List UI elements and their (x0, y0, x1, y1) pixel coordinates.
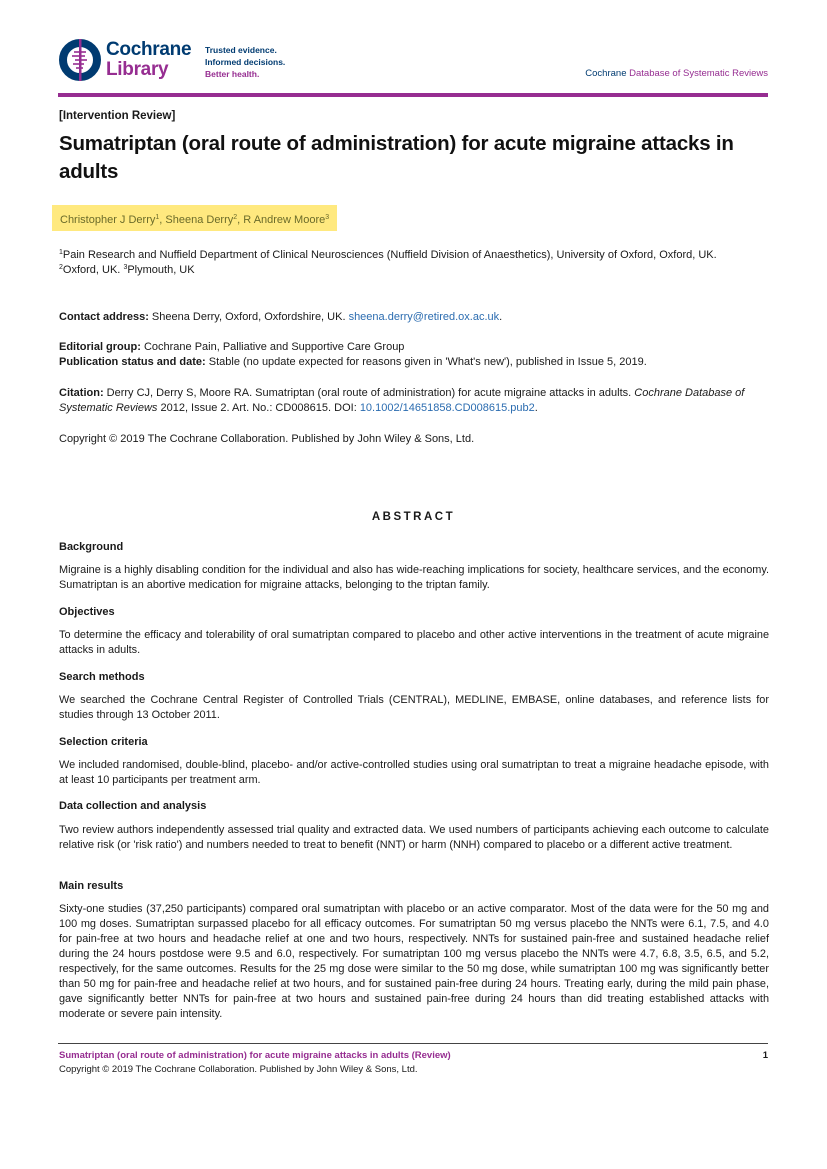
author-affiliation-mark: 2 (233, 214, 238, 221)
section-text-objectives: To determine the efficacy and tolerability of oral sumatriptan compared to placebo and other active interventions in the treatment of acute migraine attacks in adults. (59, 629, 769, 656)
citation-label: Citation: (59, 387, 104, 399)
editorial-text: Cochrane Pain, Palliative and Supportive Care Group (140, 341, 405, 353)
tagline (205, 44, 285, 80)
affiliations (59, 248, 774, 278)
section-heading-search-methods: Search methods (59, 671, 145, 683)
section-heading-background: Background (59, 541, 124, 553)
author-name[interactable]: Christopher J Derry (60, 214, 156, 226)
abstract-heading: ABSTRACT (371, 511, 456, 523)
tagline-line-3: Better health. (205, 69, 260, 79)
section-text-background: Migraine is a highly disabling condition for the individual and also has wide-reaching implications for society, healthcare services, and the economy. Sumatriptan is an abortive medication for migraine attacks, belonging to the triptan family. (59, 564, 769, 591)
review-type: [Intervention Review] (59, 110, 176, 122)
header-divider (58, 93, 768, 97)
footer-copyright: Copyright © 2019 The Cochrane Collaboration. Published by John Wiley & Sons, Ltd. (59, 1064, 418, 1075)
affiliation-1: Pain Research and Nuffield Department of Clinical Neurosciences (Nuffield Division of Anaesthetics), University of Oxford, Oxford, UK. (62, 249, 717, 261)
citation-end: . (534, 402, 538, 414)
contact-email-link[interactable]: sheena.derry@retired.ox.ac.uk (348, 311, 500, 323)
affiliation-3: Plymouth, UK (127, 264, 195, 276)
page-title: Sumatriptan (oral route of administration) for acute migraine attacks in adults (59, 132, 734, 183)
author-separator: , (237, 214, 244, 226)
section-text-main-results: Sixty-one studies (37,250 participants) compared oral sumatriptan with placebo or an active comparator. Most of the data were for the 50 mg and 100 mg doses. Sumatriptan surpassed placebo for all efficacy outcomes. For sumatriptan 50 mg versus placebo the NNTs were 6.1, 7.5, and 4.0 for pain-free at two hours and headache relief at one and two hours, respectively. NNTs for sustained pain-free and sustained headache relief during the 24 hours postdose were 9.5 and 6.0, respectively. For sumatriptan 100 mg versus placebo the NNTs were 4.7, 6.8, 3.5, 6.5, and 5.2, respectively, for the same outcomes. Results for the 25 mg dose were similar to the 50 mg dose, while sumatriptan 100 mg was significantly better than 50 mg for pain-free and headache relief at two hours, and for sustained pain-free during 24 hours. Treating early, during the mild pain phase, gave significantly better NNTs for pain-free at two hours and sustained pain-free during 24 hours than did treating established attacks with moderate or severe pain intensity. (59, 903, 769, 1020)
brand-line-1: Cochrane (106, 39, 192, 60)
publication-label: Publication status and date: (59, 356, 206, 368)
doi-link[interactable]: 10.1002/14651858.CD008615.pub2 (359, 402, 535, 414)
brand-line-2: Library (106, 59, 169, 80)
database-label-first: Cochrane (585, 68, 627, 79)
section-heading-main-results: Main results (59, 880, 124, 892)
contact-text: Sheena Derry, Oxford, Oxfordshire, UK. (148, 311, 349, 323)
brand-name (106, 40, 191, 80)
author-separator: , (159, 214, 166, 226)
tagline-line-2: Informed decisions. (205, 57, 286, 67)
cochrane-logo-icon (58, 38, 102, 82)
author-affiliation-mark: 1 (155, 214, 160, 221)
author-affiliation-mark: 3 (325, 214, 330, 221)
contact-address (59, 310, 771, 325)
page-number: 1 (762, 1050, 768, 1061)
footer-title: Sumatriptan (oral route of administration) for acute migraine attacks in adults (Review) (59, 1050, 451, 1061)
author-name[interactable]: R Andrew Moore (243, 214, 326, 226)
contact-end: . (499, 311, 503, 323)
author-list (52, 205, 337, 231)
section-text-search-methods: We searched the Cochrane Central Register of Controlled Trials (CENTRAL), MEDLINE, EMBASE, online databases, and reference lists for studies through 13 October 2011. (59, 694, 769, 721)
citation (59, 386, 771, 416)
publication-status (59, 355, 771, 370)
section-text-selection-criteria: We included randomised, double-blind, placebo- and/or active-controlled studies using oral sumatriptan to treat a migraine headache episode, with at least 10 participants per treatment arm. (59, 759, 769, 786)
section-text-data-collection: Two review authors independently assessed trial quality and extracted data. We used numbers of participants achieving each outcome to calculate relative risk (or 'risk ratio') and numbers needed to treat to benefit (NNT) or harm (NNH) compared to placebo or a different active treatment. (59, 824, 769, 851)
affiliation-number: 2 (59, 264, 63, 271)
affiliation-2: Oxford, UK. (62, 264, 124, 276)
editorial-group (59, 340, 771, 355)
citation-text-2: 2012, Issue 2. Art. No.: CD008615. DOI: (157, 402, 360, 414)
section-heading-objectives: Objectives (59, 606, 115, 618)
affiliation-number: 1 (59, 249, 63, 256)
section-heading-data-collection: Data collection and analysis (59, 800, 207, 812)
database-label-rest: Database of Systematic Reviews (626, 68, 768, 79)
copyright-notice: Copyright © 2019 The Cochrane Collaboration. Published by John Wiley & Sons, Ltd. (59, 433, 475, 445)
section-heading-selection-criteria: Selection criteria (59, 736, 148, 748)
footer-divider (58, 1043, 768, 1044)
citation-journal: Cochrane Database of Systematic Reviews (59, 387, 745, 414)
tagline-line-1: Trusted evidence. (205, 45, 277, 55)
editorial-label: Editorial group: (59, 341, 141, 353)
author-name[interactable]: Sheena Derry (165, 214, 234, 226)
citation-text: Derry CJ, Derry S, Moore RA. Sumatriptan (oral route of administration) for acute migraine attacks in adults. (103, 387, 635, 399)
affiliation-number: 3 (123, 264, 128, 271)
publication-text: Stable (no update expected for reasons given in 'What's new'), published in Issue 5, 2019. (205, 356, 647, 368)
contact-label: Contact address: (59, 311, 149, 323)
database-label (585, 68, 768, 79)
